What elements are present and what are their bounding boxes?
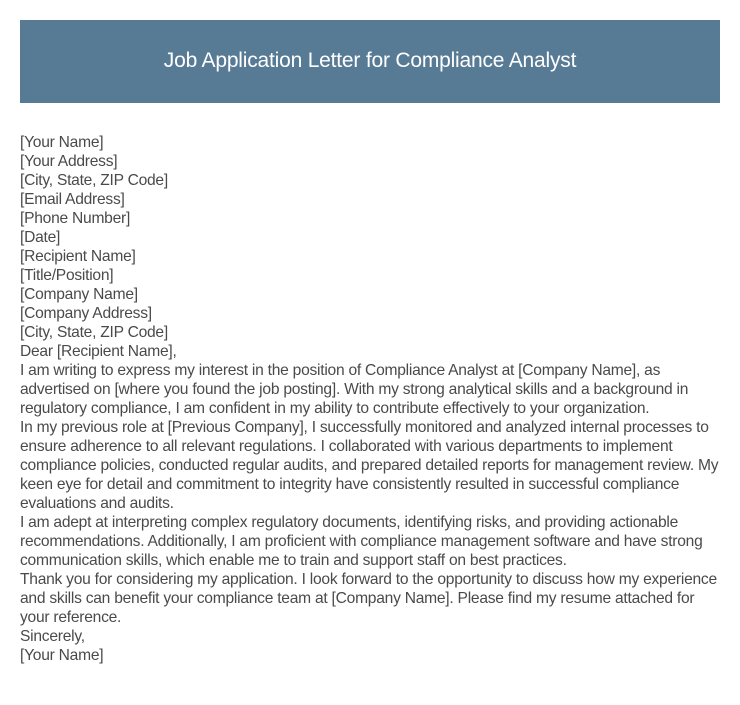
paragraph-intro: I am writing to express my interest in the position of Compliance Analyst at [Company Name], as advertised on [where you found the job posting]. With my strong analytical skills and a background in regulatory compliance, I am confident in my ability to contribute effectively to your organization.	[20, 362, 689, 417]
recipient-block	[20, 247, 725, 342]
recipient-title: [Title/Position]	[20, 267, 114, 284]
sender-address: [Your Address]	[20, 153, 118, 170]
recipient-company-address: [Company Address]	[20, 305, 152, 322]
sender-block	[20, 133, 725, 228]
recipient-company: [Company Name]	[20, 286, 138, 303]
sender-city-state-zip: [City, State, ZIP Code]	[20, 172, 168, 189]
sender-name: [Your Name]	[20, 134, 104, 151]
letter-date: [Date]	[20, 229, 61, 246]
letter-body	[20, 133, 725, 665]
closing: Sincerely,	[20, 628, 85, 645]
page-title: Job Application Letter for Compliance Analyst	[163, 48, 577, 72]
sender-phone: [Phone Number]	[20, 210, 131, 227]
recipient-city-state-zip: [City, State, ZIP Code]	[20, 324, 168, 341]
recipient-name: [Recipient Name]	[20, 248, 136, 265]
sender-email: [Email Address]	[20, 191, 125, 208]
paragraph-experience: In my previous role at [Previous Company], I successfully monitored and analyzed internal processes to ensure adherence to all relevant regulations. I collaborated with various departments to implement compliance policies, conducted regular audits, and prepared detailed reports for management review. My keen eye for detail and commitment to integrity have consistently resulted in successful compliance evaluations and audits.	[20, 419, 719, 512]
salutation: Dear [Recipient Name],	[20, 343, 177, 360]
paragraph-skills: I am adept at interpreting complex regulatory documents, identifying risks, and providing actionable recommendations. Additionally, I am proficient with compliance management software and have strong communication skills, which enable me to train and support staff on best practices.	[20, 514, 703, 569]
title-banner	[20, 20, 720, 103]
signature: [Your Name]	[20, 647, 104, 664]
paragraph-closing: Thank you for considering my application. I look forward to the opportunity to discuss how my experience and skills can benefit your compliance team at [Company Name]. Please find my resume attached for your reference.	[20, 571, 717, 626]
